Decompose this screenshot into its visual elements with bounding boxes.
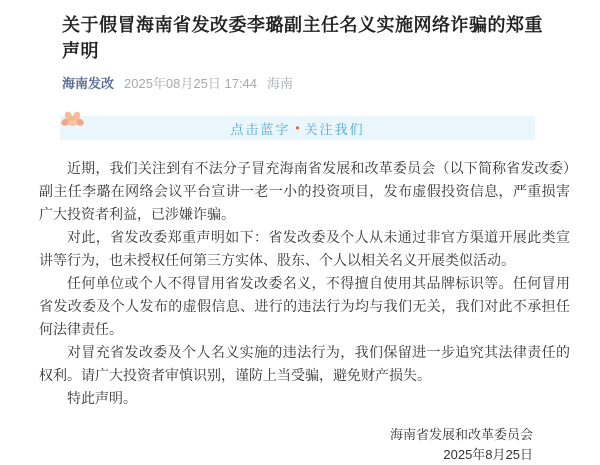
body-paragraph: 对此，省发改委郑重声明如下：省发改委及个人从未通过非官方渠道开展此类宣讲等行为，也未授权任何第三方实体、股东、个人以相关名义开展类似活动。 <box>39 229 570 269</box>
article-body <box>39 157 570 410</box>
follow-banner[interactable] <box>60 116 535 140</box>
body-paragraph: 任何单位或个人不得冒用省发改委名义，不得擅自使用其品牌标识等。任何冒用省发改委及个人发布的虚假信息、进行的违法行为均与我们无关，我们对此不承担任何法律责任。 <box>39 275 570 338</box>
article-title: 关于假冒海南省发改委李璐副主任名义实施网络诈骗的郑重声明 <box>62 15 543 62</box>
flower-icon <box>60 109 85 134</box>
follow-banner-wrap <box>60 116 535 140</box>
signature-org: 海南省发展和改革委员会 <box>389 427 533 443</box>
account-name-link[interactable]: 海南发改 <box>62 76 115 92</box>
body-paragraph: 对冒充省发改委及个人名义实施的违法行为，我们保留进一步追究其法律责任的权利。请广大投资者审慎识别，谨防上当受骗，避免财产损失。 <box>39 344 570 384</box>
body-paragraph: 近期，我们关注到有不法分子冒充海南省发展和改革委员会（以下简称省发改委）副主任李璐在网络会议平台宣讲一老一小的投资项目，发布虚假投资信息，严重损害广大投资者利益，已涉嫌诈骗。 <box>39 160 570 223</box>
banner-dot-separator: • <box>295 121 300 136</box>
byline <box>62 73 560 92</box>
publish-time: 2025年08月25日 17:44 <box>124 76 257 92</box>
signature-date: 2025年8月25日 <box>443 447 533 463</box>
banner-text-right: 关注我们 <box>304 121 365 137</box>
body-paragraph: 特此声明。 <box>67 390 137 407</box>
banner-text-left: 点击蓝字 <box>230 121 291 137</box>
signature-block <box>0 425 600 465</box>
article-header <box>0 0 600 92</box>
publish-location: 海南 <box>267 76 294 92</box>
